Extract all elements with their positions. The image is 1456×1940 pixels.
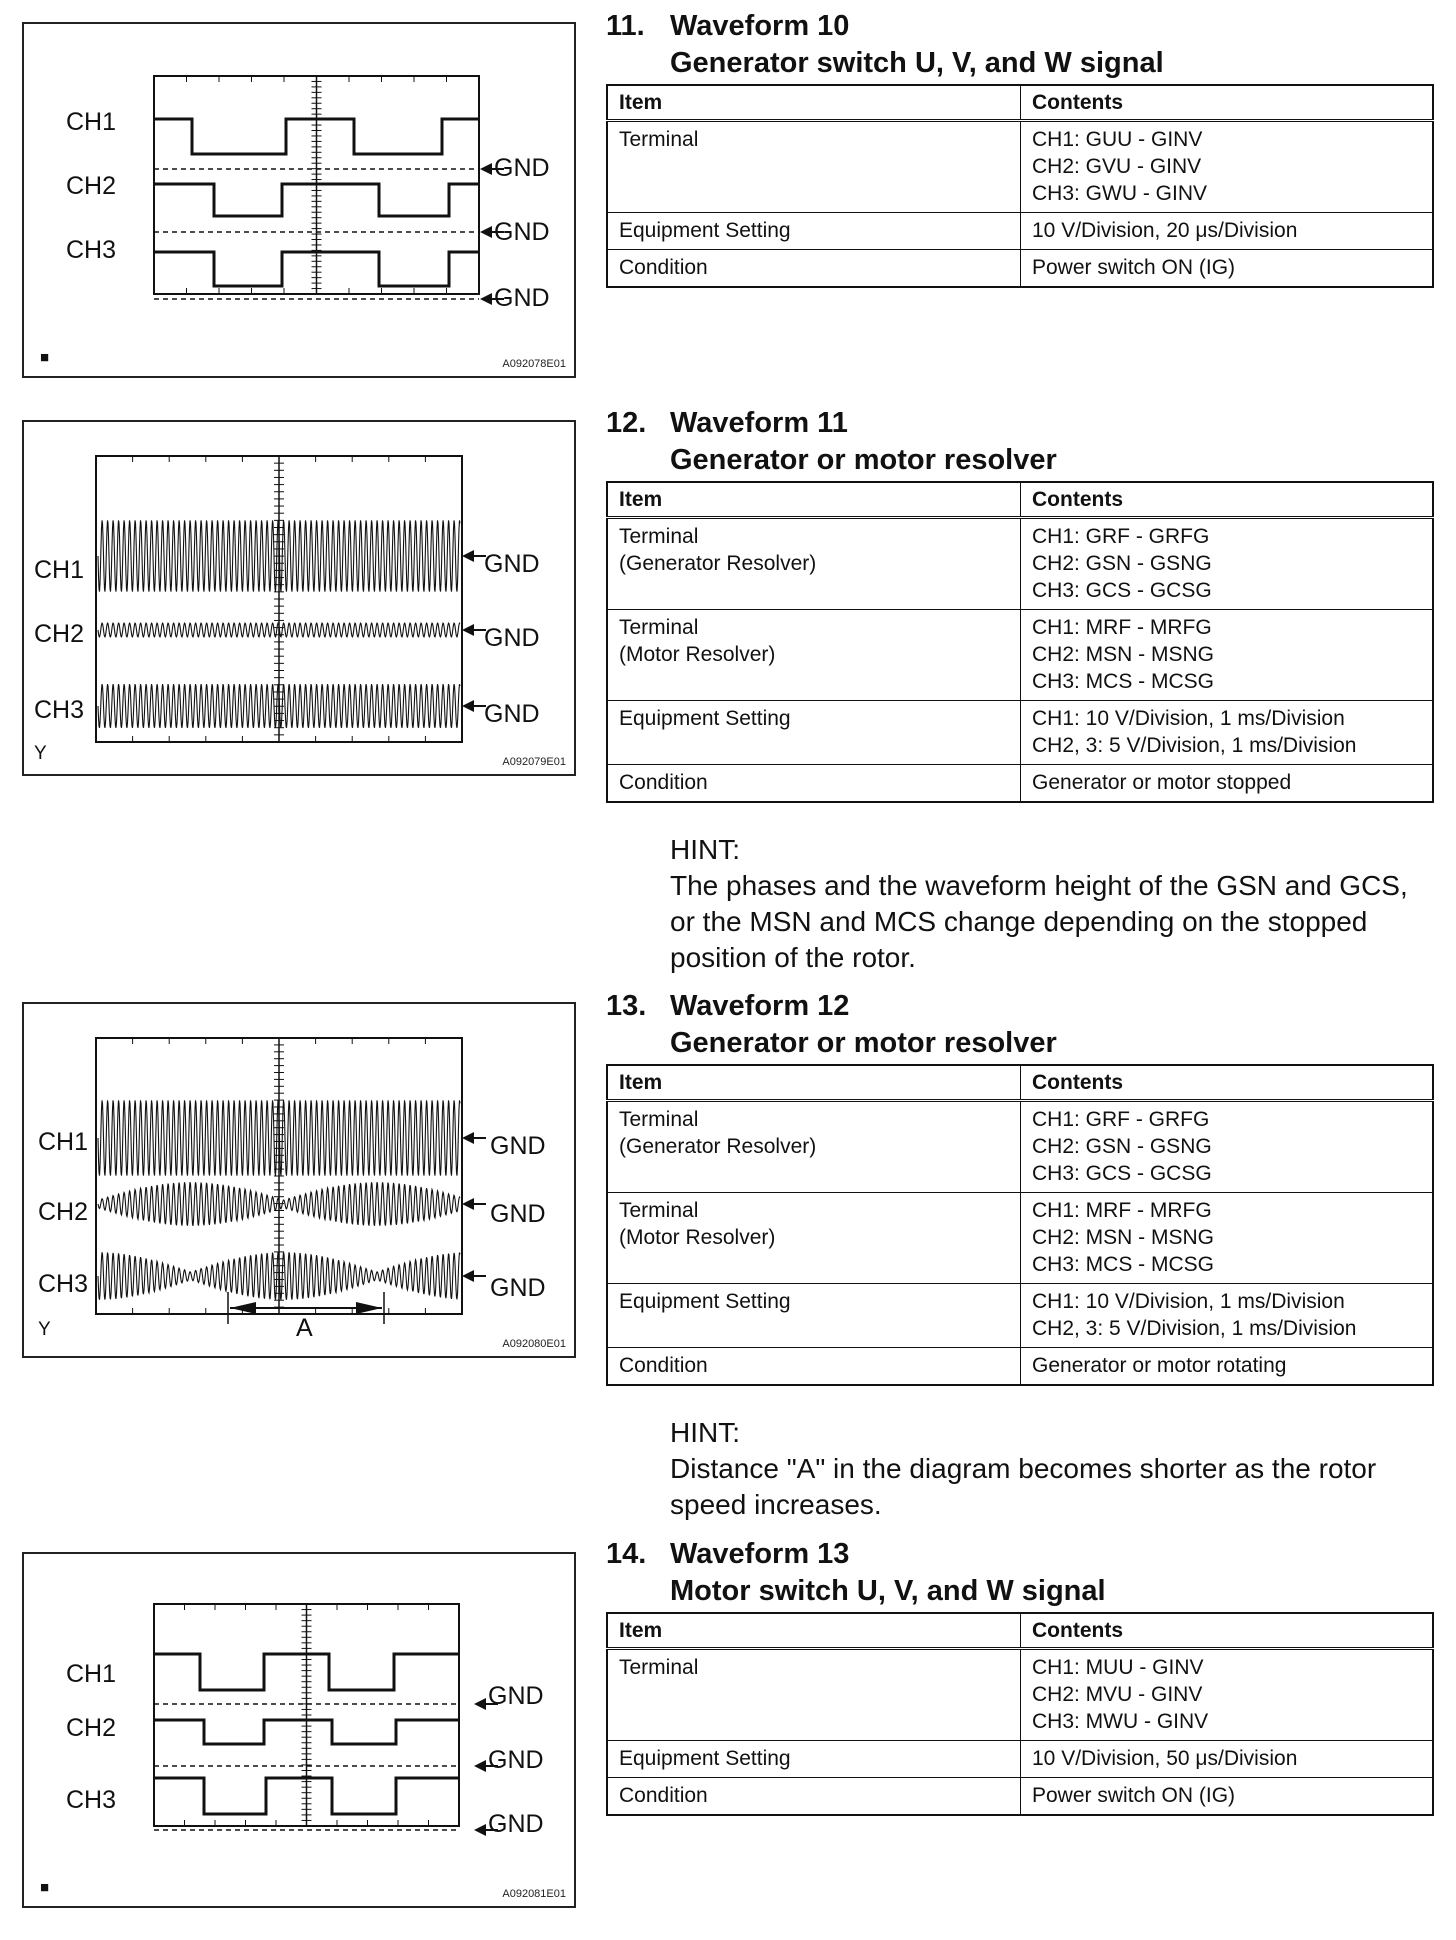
table-row	[607, 1741, 1433, 1778]
section-number: 11.	[606, 10, 645, 42]
dimension-arrowhead	[356, 1302, 382, 1314]
cell-line: (Motor Resolver)	[619, 643, 776, 666]
section-subtitle: Generator switch U, V, and W signal	[670, 47, 1164, 79]
section-heading	[606, 8, 1434, 82]
contents-cell	[1021, 121, 1434, 213]
waveform-figure-10	[22, 22, 576, 378]
item-cell	[607, 701, 1021, 765]
hint-label: HINT:	[670, 1417, 740, 1448]
gnd-arrowhead	[480, 226, 492, 238]
table-row	[607, 518, 1433, 610]
gnd-label-ch1: GND	[484, 550, 540, 578]
contents-cell	[1021, 1101, 1434, 1193]
item-cell	[607, 121, 1021, 213]
waveform-figure-12	[22, 1002, 576, 1358]
channel-label-ch2: CH2	[38, 1198, 89, 1226]
channel-label-ch2: CH2	[66, 172, 117, 200]
column-header-contents: Contents	[1021, 1613, 1434, 1649]
gnd-label-ch2: GND	[490, 1200, 546, 1228]
item-cell	[607, 250, 1021, 288]
cell-line: CH2: MSN - MSNG	[1032, 643, 1215, 666]
dimension-label-a: A	[296, 1314, 313, 1342]
contents-cell	[1021, 213, 1434, 250]
cell-line: CH3: MWU - GINV	[1032, 1710, 1209, 1733]
contents-cell	[1021, 1348, 1434, 1386]
column-header-contents: Contents	[1021, 482, 1434, 518]
cell-line: CH1: MUU - GINV	[1032, 1656, 1204, 1679]
cell-line: Condition	[619, 256, 708, 279]
table-row	[607, 1778, 1433, 1816]
item-cell	[607, 213, 1021, 250]
figure-corner-y: Y	[38, 1319, 51, 1340]
cell-line: Equipment Setting	[619, 219, 791, 242]
column-header-item: Item	[607, 85, 1021, 121]
gnd-arrowhead	[474, 1760, 486, 1772]
cell-line: Generator or motor stopped	[1032, 771, 1292, 794]
figure-id: A092079E01	[502, 756, 566, 768]
contents-cell	[1021, 1649, 1434, 1741]
hint-text: The phases and the waveform height of the GSN and GCS, or the MSN and MCS change depending on the stopped position of the rotor.	[670, 870, 1408, 973]
contents-cell	[1021, 1741, 1434, 1778]
cell-line: 10 V/Division, 20 μs/Division	[1032, 219, 1298, 242]
item-cell	[607, 610, 1021, 701]
gnd-arrowhead	[462, 1198, 474, 1210]
gnd-label-ch3: GND	[488, 1810, 544, 1838]
section-title: Waveform 11	[670, 407, 848, 439]
channel-label-ch3: CH3	[38, 1270, 89, 1298]
figure-corner-y: Y	[34, 743, 47, 764]
column-header-item: Item	[607, 482, 1021, 518]
cell-line: CH2, 3: 5 V/Division, 1 ms/Division	[1032, 734, 1357, 757]
table-row	[607, 250, 1433, 288]
gnd-arrowhead	[480, 293, 492, 305]
gnd-label-ch2: GND	[494, 218, 550, 246]
section-subtitle: Generator or motor resolver	[670, 1027, 1057, 1059]
hint-waveform-11	[670, 832, 1440, 976]
cell-line: CH3: GCS - GCSG	[1032, 579, 1212, 602]
cell-line: (Motor Resolver)	[619, 1226, 776, 1249]
cell-line: Terminal	[619, 616, 699, 639]
cell-line: Condition	[619, 771, 708, 794]
cell-line: Power switch ON (IG)	[1032, 1784, 1236, 1807]
item-cell	[607, 765, 1021, 803]
cell-line: CH3: MCS - MCSG	[1032, 670, 1215, 693]
cell-line: CH2, 3: 5 V/Division, 1 ms/Division	[1032, 1317, 1357, 1340]
gnd-arrowhead	[462, 1132, 474, 1144]
cell-line: (Generator Resolver)	[619, 1135, 817, 1158]
gnd-arrowhead	[480, 163, 492, 175]
section-number: 14.	[606, 1538, 647, 1570]
gnd-arrowhead	[474, 1824, 486, 1836]
gnd-label-ch2: GND	[484, 624, 540, 652]
cell-line: CH1: GUU - GINV	[1032, 128, 1203, 151]
column-header-item: Item	[607, 1613, 1021, 1649]
hint-waveform-12	[670, 1415, 1440, 1523]
section-waveform-10	[606, 8, 1434, 288]
channel-label-ch3: CH3	[66, 1786, 117, 1814]
table-row	[607, 765, 1433, 803]
table-header-row	[607, 482, 1433, 518]
cell-line: CH2: GVU - GINV	[1032, 155, 1202, 178]
channel-label-ch2: CH2	[34, 620, 85, 648]
cell-line: Power switch ON (IG)	[1032, 256, 1236, 279]
figure-id: A092081E01	[502, 1888, 566, 1900]
section-subtitle: Motor switch U, V, and W signal	[670, 1575, 1106, 1607]
cell-line: Equipment Setting	[619, 1290, 791, 1313]
table-row	[607, 1101, 1433, 1193]
channel-label-ch3: CH3	[66, 236, 117, 264]
spec-table	[606, 1064, 1434, 1386]
dimension-arrowhead	[230, 1302, 256, 1314]
gnd-label-ch1: GND	[488, 1682, 544, 1710]
waveform-figure-11	[22, 420, 576, 776]
contents-cell	[1021, 610, 1434, 701]
figure-id: A092080E01	[502, 1338, 566, 1350]
table-row	[607, 1649, 1433, 1741]
table-row	[607, 1193, 1433, 1284]
cell-line: CH2: MVU - GINV	[1032, 1683, 1203, 1706]
cell-line: Generator or motor rotating	[1032, 1354, 1287, 1377]
contents-cell	[1021, 1778, 1434, 1816]
item-cell	[607, 1101, 1021, 1193]
item-cell	[607, 518, 1021, 610]
column-header-contents: Contents	[1021, 1065, 1434, 1101]
contents-cell	[1021, 765, 1434, 803]
section-title: Waveform 10	[670, 10, 850, 42]
cell-line: CH2: GSN - GSNG	[1032, 552, 1212, 575]
table-row	[607, 121, 1433, 213]
table-row	[607, 1284, 1433, 1348]
figure-id: A092078E01	[502, 358, 566, 370]
section-waveform-11	[606, 405, 1434, 803]
section-subtitle: Generator or motor resolver	[670, 444, 1057, 476]
hint-text: Distance "A" in the diagram becomes shorter as the rotor speed increases.	[670, 1453, 1377, 1520]
channel-label-ch3: CH3	[34, 696, 85, 724]
table-row	[607, 701, 1433, 765]
cell-line: (Generator Resolver)	[619, 552, 817, 575]
section-title: Waveform 13	[670, 1538, 850, 1570]
table-header-row	[607, 85, 1433, 121]
cell-line: Equipment Setting	[619, 1747, 791, 1770]
cell-line: Terminal	[619, 1108, 699, 1131]
cell-line: CH1: GRF - GRFG	[1032, 525, 1210, 548]
item-cell	[607, 1284, 1021, 1348]
table-header-row	[607, 1065, 1433, 1101]
cell-line: Terminal	[619, 1199, 699, 1222]
contents-cell	[1021, 1284, 1434, 1348]
table-row	[607, 1348, 1433, 1386]
channel-label-ch1: CH1	[38, 1128, 89, 1156]
spec-table	[606, 84, 1434, 288]
gnd-label-ch3: GND	[484, 700, 540, 728]
cell-line: CH3: GCS - GCSG	[1032, 1162, 1212, 1185]
channel-label-ch1: CH1	[34, 556, 85, 584]
gnd-label-ch3: GND	[490, 1274, 546, 1302]
oscilloscope-grid	[24, 1004, 574, 1356]
gnd-label-ch1: GND	[490, 1132, 546, 1160]
item-cell	[607, 1649, 1021, 1741]
cell-line: CH2: MSN - MSNG	[1032, 1226, 1215, 1249]
section-heading	[606, 988, 1434, 1062]
contents-cell	[1021, 518, 1434, 610]
contents-cell	[1021, 250, 1434, 288]
cell-line: CH1: MRF - MRFG	[1032, 1199, 1212, 1222]
cell-line: Terminal	[619, 128, 699, 151]
hint-label: HINT:	[670, 834, 740, 865]
cell-line: Condition	[619, 1784, 708, 1807]
contents-cell	[1021, 1193, 1434, 1284]
gnd-arrowhead	[474, 1698, 486, 1710]
section-waveform-13	[606, 1536, 1434, 1816]
table-row	[607, 213, 1433, 250]
oscilloscope-grid	[24, 24, 574, 376]
section-heading	[606, 405, 1434, 479]
gnd-label-ch2: GND	[488, 1746, 544, 1774]
cell-line: CH3: MCS - MCSG	[1032, 1253, 1215, 1276]
item-cell	[607, 1348, 1021, 1386]
cell-line: Condition	[619, 1354, 708, 1377]
gnd-label-ch3: GND	[494, 284, 550, 312]
cell-line: Terminal	[619, 1656, 699, 1679]
cell-line: CH2: GSN - GSNG	[1032, 1135, 1212, 1158]
cell-line: CH1: 10 V/Division, 1 ms/Division	[1032, 1290, 1345, 1313]
channel-label-ch2: CH2	[66, 1714, 117, 1742]
cell-line: CH1: MRF - MRFG	[1032, 616, 1212, 639]
table-row	[607, 610, 1433, 701]
section-heading	[606, 1536, 1434, 1610]
gnd-arrowhead	[462, 1270, 474, 1282]
figure-corner-mark: ■	[40, 1879, 50, 1896]
gnd-label-ch1: GND	[494, 154, 550, 182]
column-header-item: Item	[607, 1065, 1021, 1101]
cell-line: 10 V/Division, 50 μs/Division	[1032, 1747, 1298, 1770]
waveform-figure-13	[22, 1552, 576, 1908]
cell-line: CH1: GRF - GRFG	[1032, 1108, 1210, 1131]
cell-line: Terminal	[619, 525, 699, 548]
item-cell	[607, 1741, 1021, 1778]
cell-line: CH3: GWU - GINV	[1032, 182, 1208, 205]
channel-label-ch1: CH1	[66, 108, 117, 136]
column-header-contents: Contents	[1021, 85, 1434, 121]
spec-table	[606, 481, 1434, 803]
item-cell	[607, 1778, 1021, 1816]
gnd-arrowhead	[462, 700, 474, 712]
spec-table	[606, 1612, 1434, 1816]
figure-corner-mark: ■	[40, 349, 50, 366]
section-number: 13.	[606, 990, 647, 1022]
channel-label-ch1: CH1	[66, 1660, 117, 1688]
gnd-arrowhead	[462, 550, 474, 562]
section-title: Waveform 12	[670, 990, 850, 1022]
table-header-row	[607, 1613, 1433, 1649]
item-cell	[607, 1193, 1021, 1284]
section-waveform-12	[606, 988, 1434, 1386]
contents-cell	[1021, 701, 1434, 765]
gnd-arrowhead	[462, 624, 474, 636]
cell-line: Equipment Setting	[619, 707, 791, 730]
cell-line: CH1: 10 V/Division, 1 ms/Division	[1032, 707, 1345, 730]
section-number: 12.	[606, 407, 647, 439]
